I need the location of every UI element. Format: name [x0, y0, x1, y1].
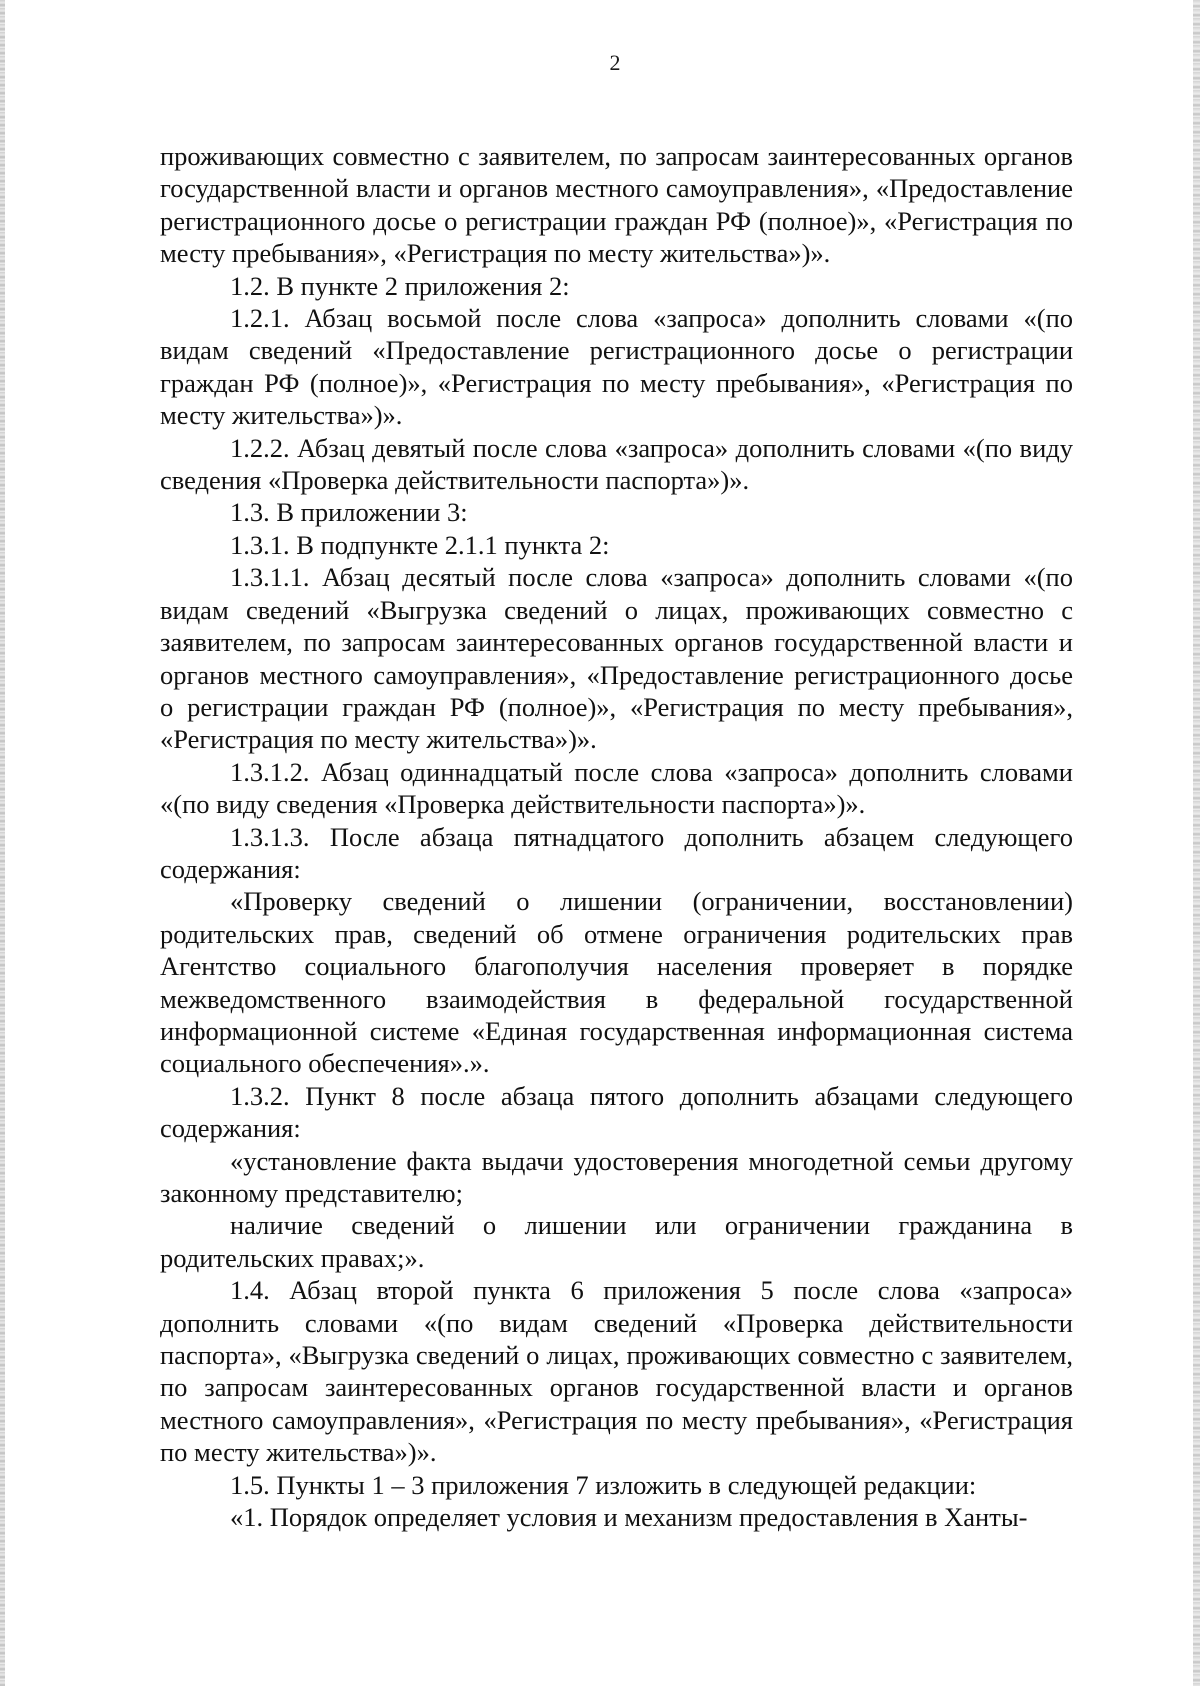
paragraph: 1.2.1. Абзац восьмой после слова «запроса» дополнить словами «(по видам сведений «Предоставление регистрационного досье о регистрации граждан РФ (полное)», «Регистрация по месту пребывания», «Регистрация по месту жительства»)». — [160, 303, 1073, 431]
document-body — [160, 140, 1073, 1533]
paragraph: «установление факта выдачи удостоверения многодетной семьи другому законному представителю; — [160, 1145, 1073, 1208]
scan-edge-right — [1193, 0, 1200, 1686]
paragraph: наличие сведений о лишении или ограничении гражданина в родительских правах;». — [160, 1210, 1073, 1273]
paragraph: 1.3.1. В подпункте 2.1.1 пункта 2: — [230, 529, 610, 560]
paragraph: 1.4. Абзац второй пункта 6 приложения 5 после слова «запроса» дополнить словами «(по видам сведений «Проверка действительности паспорта», «Выгрузка сведений о лицах, проживающих совместно с заявителем, по запросам заинтересованных органов государственной власти и органов местного самоуправления», «Регистрация по месту пребывания», «Регистрация по месту жительства»)». — [160, 1275, 1073, 1468]
paragraph: 1.3. В приложении 3: — [230, 497, 468, 528]
paragraph: 1.5. Пункты 1 – 3 приложения 7 изложить в следующей редакции: — [230, 1469, 977, 1500]
paragraph: «1. Порядок определяет условия и механизм предоставления в Ханты- — [230, 1502, 1028, 1533]
paragraph: 1.3.2. Пункт 8 после абзаца пятого дополнить абзацами следующего содержания: — [160, 1080, 1073, 1144]
paragraph: проживающих совместно с заявителем, по запросам заинтересованных органов государственной власти и органов местного самоуправления», «Предоставление регистрационного досье о регистрации граждан РФ (полное)», «Регистрация по месту пребывания», «Регистрация по месту жительства»)». — [160, 141, 1073, 269]
paragraph: «Проверку сведений о лишении (ограничении, восстановлении) родительских прав, сведений об отмене ограничения родительских прав Агентство социального благополучия населения проверяет в порядке межведомственного взаимодействия в федеральной государственной информационной системе «Единая государственная информационная система социального обеспечения».». — [160, 886, 1073, 1079]
paragraph: 1.3.1.2. Абзац одиннадцатый после слова «запроса» дополнить словами «(по виду сведения «Проверка действительности паспорта»)». — [160, 756, 1073, 820]
paragraph: 1.2.2. Абзац девятый после слова «запроса» дополнить словами «(по виду сведения «Проверка действительности паспорта»)». — [160, 432, 1073, 496]
page-number: 2 — [609, 50, 621, 75]
paragraph: 1.2. В пункте 2 приложения 2: — [230, 270, 570, 301]
scan-edge-left — [0, 0, 5, 1686]
paragraph: 1.3.1.1. Абзац десятый после слова «запроса» дополнить словами «(по видам сведений «Выгрузка сведений о лицах, проживающих совместно с заявителем, по запросам заинтересованных органов государственной власти и органов местного самоуправления», «Предоставление регистрационного досье о регистрации граждан РФ (полное)», «Регистрация по месту пребывания», «Регистрация по месту жительства»)». — [160, 562, 1073, 755]
paragraph: 1.3.1.3. После абзаца пятнадцатого дополнить абзацем следующего содержания: — [160, 821, 1073, 884]
